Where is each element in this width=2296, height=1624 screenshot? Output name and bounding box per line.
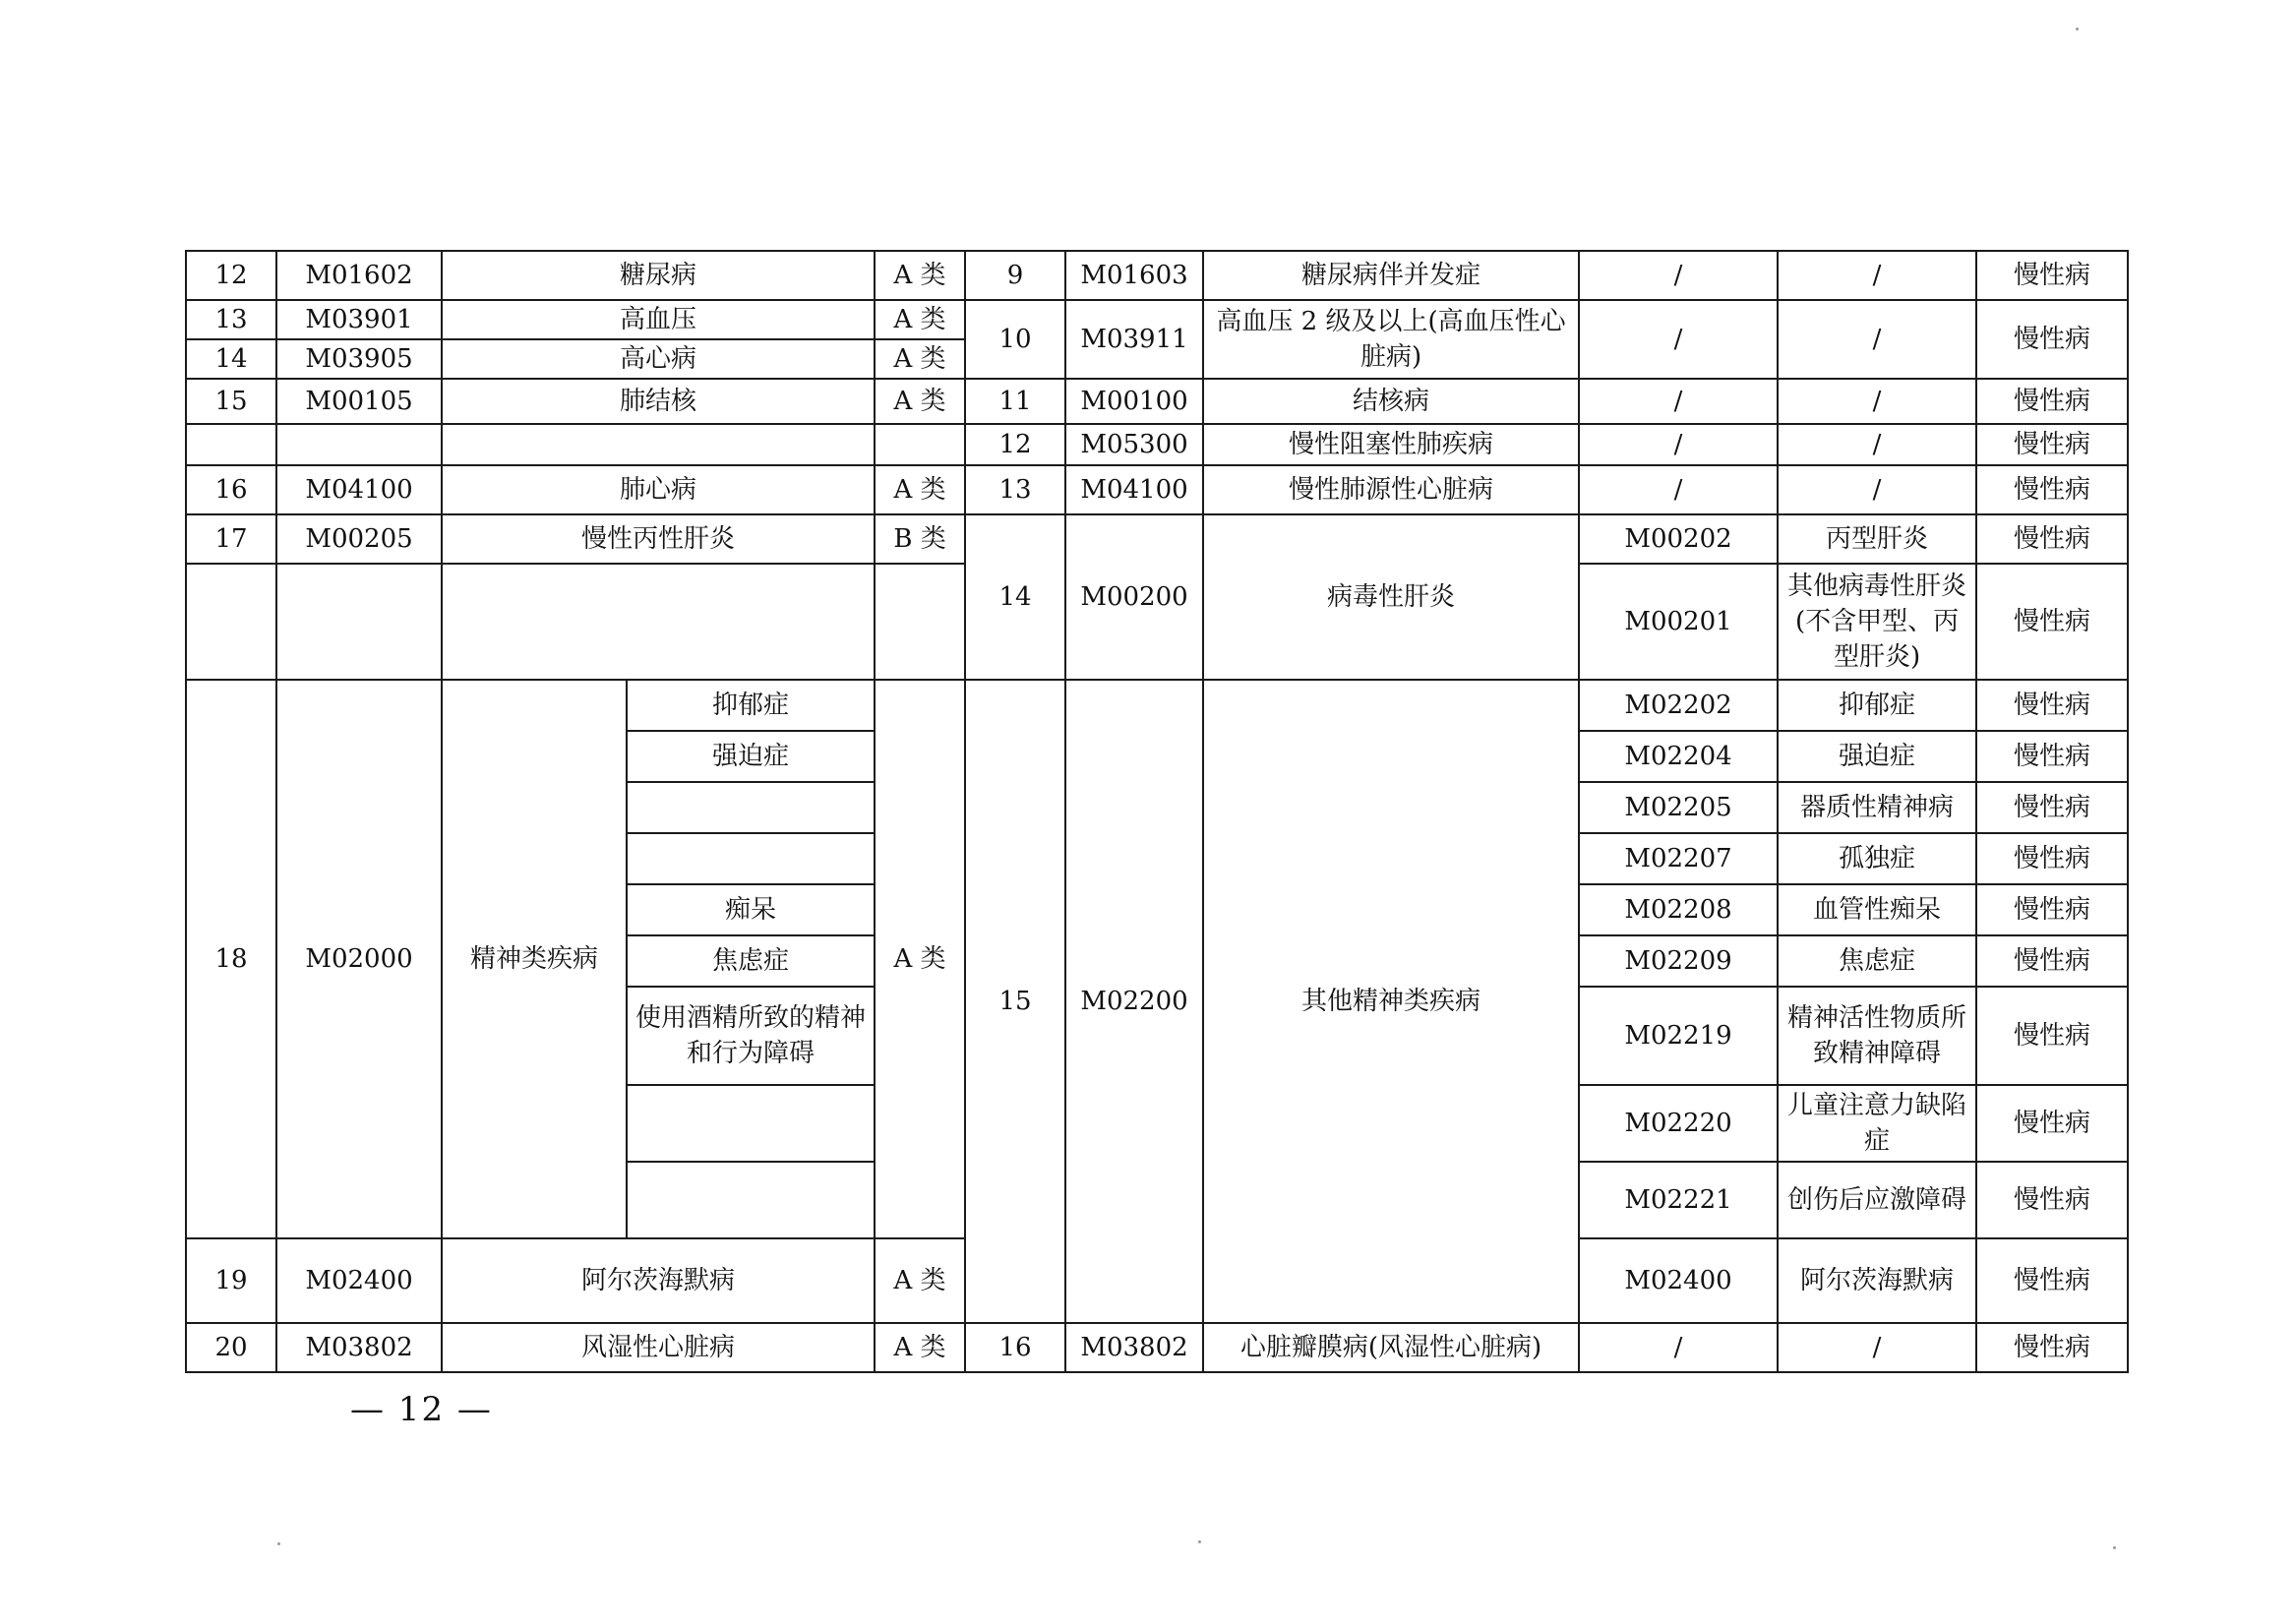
new-seq: 14 bbox=[965, 514, 1065, 680]
old-sub-disease bbox=[627, 1162, 875, 1238]
sub-name: / bbox=[1778, 251, 1976, 300]
sub-code: M00201 bbox=[1579, 564, 1778, 680]
disease-mapping-table bbox=[185, 250, 2129, 1373]
sub-code: M02204 bbox=[1579, 731, 1778, 782]
new-code: M01603 bbox=[1065, 251, 1203, 300]
table-row bbox=[186, 424, 2128, 465]
disease-type: 慢性病 bbox=[1976, 465, 2128, 514]
old-disease-name: 肺结核 bbox=[442, 379, 875, 424]
old-sub-disease: 抑郁症 bbox=[627, 680, 875, 731]
old-code: M03901 bbox=[276, 300, 442, 339]
old-code: M04100 bbox=[276, 465, 442, 514]
disease-type: 慢性病 bbox=[1976, 1323, 2128, 1372]
old-seq: 20 bbox=[186, 1323, 276, 1372]
sub-name: 孤独症 bbox=[1778, 833, 1976, 884]
old-disease-name: 糖尿病 bbox=[442, 251, 875, 300]
old-seq: 19 bbox=[186, 1238, 276, 1323]
disease-type: 慢性病 bbox=[1976, 1238, 2128, 1323]
disease-type: 慢性病 bbox=[1976, 987, 2128, 1085]
disease-type: 慢性病 bbox=[1976, 300, 2128, 379]
old-category: A 类 bbox=[875, 465, 965, 514]
table-row bbox=[186, 300, 2128, 339]
disease-type: 慢性病 bbox=[1976, 782, 2128, 833]
old-disease-name: 精神类疾病 bbox=[442, 680, 627, 1238]
old-category: A 类 bbox=[875, 251, 965, 300]
old-sub-disease bbox=[627, 782, 875, 833]
sub-name: 强迫症 bbox=[1778, 731, 1976, 782]
sub-name: 抑郁症 bbox=[1778, 680, 1976, 731]
new-disease-name: 慢性阻塞性肺疾病 bbox=[1203, 424, 1579, 465]
table-row bbox=[186, 1323, 2128, 1372]
new-disease-name: 高血压 2 级及以上(高血压性心脏病) bbox=[1203, 300, 1579, 379]
disease-type: 慢性病 bbox=[1976, 251, 2128, 300]
disease-type: 慢性病 bbox=[1976, 731, 2128, 782]
new-disease-name: 糖尿病伴并发症 bbox=[1203, 251, 1579, 300]
new-seq: 15 bbox=[965, 680, 1065, 1323]
old-seq: 17 bbox=[186, 514, 276, 564]
new-seq: 11 bbox=[965, 379, 1065, 424]
sub-code: / bbox=[1579, 300, 1778, 379]
sub-name: 其他病毒性肝炎(不含甲型、丙型肝炎) bbox=[1778, 564, 1976, 680]
old-seq-empty bbox=[186, 424, 276, 465]
old-disease-name-empty bbox=[442, 424, 875, 465]
sub-name: / bbox=[1778, 300, 1976, 379]
table-row bbox=[186, 251, 2128, 300]
old-category: A 类 bbox=[875, 300, 965, 339]
sub-name: / bbox=[1778, 424, 1976, 465]
scan-speck bbox=[2076, 28, 2079, 30]
sub-name: 焦虑症 bbox=[1778, 935, 1976, 987]
sub-code: / bbox=[1579, 379, 1778, 424]
old-category: A 类 bbox=[875, 1238, 965, 1323]
table-row bbox=[186, 680, 2128, 731]
disease-type: 慢性病 bbox=[1976, 935, 2128, 987]
old-category: A 类 bbox=[875, 1323, 965, 1372]
new-code: M00100 bbox=[1065, 379, 1203, 424]
sub-name: 器质性精神病 bbox=[1778, 782, 1976, 833]
old-code: M03802 bbox=[276, 1323, 442, 1372]
table-row bbox=[186, 465, 2128, 514]
old-sub-disease bbox=[627, 833, 875, 884]
new-seq: 9 bbox=[965, 251, 1065, 300]
disease-type: 慢性病 bbox=[1976, 564, 2128, 680]
new-seq: 16 bbox=[965, 1323, 1065, 1372]
page-number: — 12 — bbox=[350, 1390, 493, 1429]
sub-name: 创伤后应激障碍 bbox=[1778, 1162, 1976, 1238]
sub-code: M02219 bbox=[1579, 987, 1778, 1085]
old-category: A 类 bbox=[875, 379, 965, 424]
old-sub-disease: 强迫症 bbox=[627, 731, 875, 782]
new-code: M05300 bbox=[1065, 424, 1203, 465]
new-disease-name: 慢性肺源性心脏病 bbox=[1203, 465, 1579, 514]
sub-name: 血管性痴呆 bbox=[1778, 884, 1976, 935]
old-code: M01602 bbox=[276, 251, 442, 300]
sub-code: M02209 bbox=[1579, 935, 1778, 987]
old-code: M02000 bbox=[276, 680, 442, 1238]
sub-name: 丙型肝炎 bbox=[1778, 514, 1976, 564]
old-sub-disease: 焦虑症 bbox=[627, 935, 875, 987]
old-disease-name: 高血压 bbox=[442, 300, 875, 339]
old-code: M00105 bbox=[276, 379, 442, 424]
old-code-empty bbox=[276, 564, 442, 680]
old-sub-disease: 使用酒精所致的精神和行为障碍 bbox=[627, 987, 875, 1085]
sub-code: / bbox=[1579, 465, 1778, 514]
new-code: M03911 bbox=[1065, 300, 1203, 379]
new-seq: 13 bbox=[965, 465, 1065, 514]
old-disease-name: 高心病 bbox=[442, 339, 875, 379]
disease-type: 慢性病 bbox=[1976, 1162, 2128, 1238]
new-disease-name: 心脏瓣膜病(风湿性心脏病) bbox=[1203, 1323, 1579, 1372]
new-code: M02200 bbox=[1065, 680, 1203, 1323]
sub-code: / bbox=[1579, 424, 1778, 465]
sub-code: M00202 bbox=[1579, 514, 1778, 564]
old-code: M00205 bbox=[276, 514, 442, 564]
scan-speck bbox=[2113, 1546, 2116, 1549]
new-disease-name: 结核病 bbox=[1203, 379, 1579, 424]
old-sub-disease: 痴呆 bbox=[627, 884, 875, 935]
old-seq: 15 bbox=[186, 379, 276, 424]
old-code: M02400 bbox=[276, 1238, 442, 1323]
disease-type: 慢性病 bbox=[1976, 514, 2128, 564]
disease-type: 慢性病 bbox=[1976, 1085, 2128, 1162]
sub-name: / bbox=[1778, 1323, 1976, 1372]
new-seq: 10 bbox=[965, 300, 1065, 379]
old-seq: 18 bbox=[186, 680, 276, 1238]
scan-speck bbox=[1198, 1540, 1201, 1543]
old-sub-disease bbox=[627, 1085, 875, 1162]
old-disease-name: 肺心病 bbox=[442, 465, 875, 514]
old-seq-empty bbox=[186, 564, 276, 680]
sub-name: / bbox=[1778, 379, 1976, 424]
old-disease-name: 阿尔茨海默病 bbox=[442, 1238, 875, 1323]
sub-code: / bbox=[1579, 1323, 1778, 1372]
new-code: M04100 bbox=[1065, 465, 1203, 514]
disease-type: 慢性病 bbox=[1976, 379, 2128, 424]
sub-code: M02400 bbox=[1579, 1238, 1778, 1323]
sub-code: M02220 bbox=[1579, 1085, 1778, 1162]
old-seq: 13 bbox=[186, 300, 276, 339]
old-category: A 类 bbox=[875, 339, 965, 379]
new-disease-name: 病毒性肝炎 bbox=[1203, 514, 1579, 680]
old-code: M03905 bbox=[276, 339, 442, 379]
old-disease-name: 风湿性心脏病 bbox=[442, 1323, 875, 1372]
sub-code: M02205 bbox=[1579, 782, 1778, 833]
old-category-empty bbox=[875, 564, 965, 680]
old-code-empty bbox=[276, 424, 442, 465]
new-seq: 12 bbox=[965, 424, 1065, 465]
old-disease-name-empty bbox=[442, 564, 875, 680]
sub-code: M02221 bbox=[1579, 1162, 1778, 1238]
disease-type: 慢性病 bbox=[1976, 680, 2128, 731]
old-seq: 12 bbox=[186, 251, 276, 300]
old-category-empty bbox=[875, 424, 965, 465]
sub-name: 精神活性物质所致精神障碍 bbox=[1778, 987, 1976, 1085]
old-category: A 类 bbox=[875, 680, 965, 1238]
sub-code: M02207 bbox=[1579, 833, 1778, 884]
old-seq: 14 bbox=[186, 339, 276, 379]
sub-name: / bbox=[1778, 465, 1976, 514]
sub-name: 儿童注意力缺陷症 bbox=[1778, 1085, 1976, 1162]
sub-code: / bbox=[1579, 251, 1778, 300]
new-disease-name: 其他精神类疾病 bbox=[1203, 680, 1579, 1323]
sub-code: M02208 bbox=[1579, 884, 1778, 935]
old-disease-name: 慢性丙性肝炎 bbox=[442, 514, 875, 564]
old-category: B 类 bbox=[875, 514, 965, 564]
table-row bbox=[186, 379, 2128, 424]
new-code: M03802 bbox=[1065, 1323, 1203, 1372]
old-seq: 16 bbox=[186, 465, 276, 514]
disease-type: 慢性病 bbox=[1976, 424, 2128, 465]
sub-name: 阿尔茨海默病 bbox=[1778, 1238, 1976, 1323]
disease-type: 慢性病 bbox=[1976, 884, 2128, 935]
disease-type: 慢性病 bbox=[1976, 833, 2128, 884]
new-code: M00200 bbox=[1065, 514, 1203, 680]
sub-code: M02202 bbox=[1579, 680, 1778, 731]
scan-speck bbox=[277, 1542, 280, 1545]
table-row bbox=[186, 514, 2128, 564]
